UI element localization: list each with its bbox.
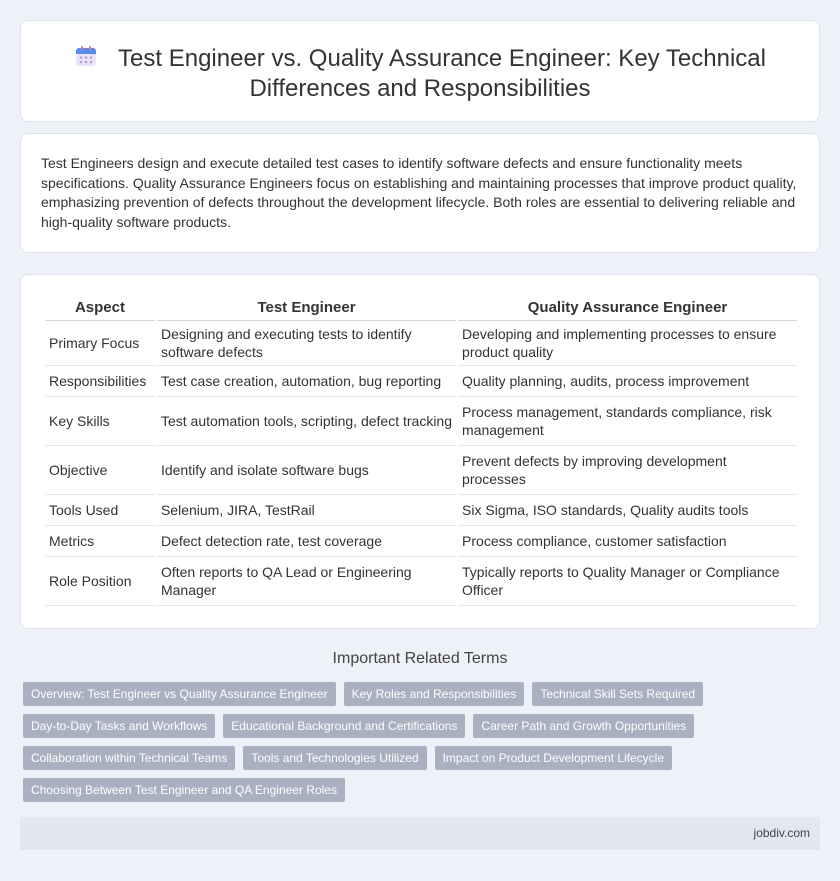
related-tag[interactable]: Day-to-Day Tasks and Workflows [23, 714, 215, 738]
related-tag[interactable]: Overview: Test Engineer vs Quality Assurance Engineer [23, 682, 336, 706]
table-row [45, 495, 797, 526]
row-test-engineer: Designing and executing tests to identify software defects [157, 321, 456, 366]
related-tags [23, 682, 783, 802]
title-line-2: Differences and Responsibilities [249, 75, 591, 102]
row-aspect: Responsibilities [45, 366, 155, 397]
header-aspect: Aspect [45, 295, 155, 321]
table-row [45, 526, 797, 557]
row-qa-engineer: Six Sigma, ISO standards, Quality audits tools [458, 495, 797, 526]
row-aspect: Metrics [45, 526, 155, 557]
footer [20, 817, 820, 850]
table-row [45, 397, 797, 446]
related-terms-title: Important Related Terms [332, 650, 508, 667]
footer-site-link[interactable]: jobdiv.com [753, 826, 810, 840]
related-tag[interactable]: Tools and Technologies Utilized [243, 746, 426, 770]
row-aspect: Objective [45, 446, 155, 495]
calendar-icon [74, 44, 98, 68]
row-test-engineer: Test case creation, automation, bug reporting [157, 366, 456, 397]
row-qa-engineer: Developing and implementing processes to ensure product quality [458, 321, 797, 366]
row-aspect: Tools Used [45, 495, 155, 526]
comparison-card [20, 274, 820, 629]
title-card [20, 20, 820, 122]
comparison-table [43, 295, 799, 606]
related-tag[interactable]: Key Roles and Responsibilities [344, 682, 525, 706]
row-test-engineer: Defect detection rate, test coverage [157, 526, 456, 557]
related-tag[interactable]: Choosing Between Test Engineer and QA Engineer Roles [23, 778, 345, 802]
intro-card [20, 133, 820, 253]
row-test-engineer: Often reports to QA Lead or Engineering Manager [157, 557, 456, 606]
row-test-engineer: Identify and isolate software bugs [157, 446, 456, 495]
table-row [45, 321, 797, 366]
intro-text: Test Engineers design and execute detailed test cases to identify software defects and ensure functionality meets specifications. Quality Assurance Engineers focus on establishing and maintaining processes that improve product quality, emphasizing prevention of defects throughout the development lifecycle. Both roles are essential to delivering reliable and high-quality software products. [41, 155, 797, 230]
header-test-engineer: Test Engineer [157, 295, 456, 321]
row-qa-engineer: Process management, standards compliance, risk management [458, 397, 797, 446]
title-line-1: Test Engineer vs. Quality Assurance Engineer: Key Technical [118, 45, 766, 72]
row-aspect: Primary Focus [45, 321, 155, 366]
row-aspect: Key Skills [45, 397, 155, 446]
row-test-engineer: Test automation tools, scripting, defect tracking [157, 397, 456, 446]
related-tag[interactable]: Career Path and Growth Opportunities [473, 714, 694, 738]
row-aspect: Role Position [45, 557, 155, 606]
table-header-row [45, 295, 797, 321]
table-row [45, 366, 797, 397]
related-tag[interactable]: Educational Background and Certifications [223, 714, 465, 738]
table-row [45, 446, 797, 495]
row-qa-engineer: Process compliance, customer satisfaction [458, 526, 797, 557]
header-qa-engineer: Quality Assurance Engineer [458, 295, 797, 321]
related-tag[interactable]: Impact on Product Development Lifecycle [435, 746, 672, 770]
row-test-engineer: Selenium, JIRA, TestRail [157, 495, 456, 526]
page-title [21, 44, 819, 104]
row-qa-engineer: Typically reports to Quality Manager or Compliance Officer [458, 557, 797, 606]
table-row [45, 557, 797, 606]
related-tag[interactable]: Collaboration within Technical Teams [23, 746, 235, 770]
related-tag[interactable]: Technical Skill Sets Required [532, 682, 703, 706]
row-qa-engineer: Quality planning, audits, process improvement [458, 366, 797, 397]
row-qa-engineer: Prevent defects by improving development processes [458, 446, 797, 495]
